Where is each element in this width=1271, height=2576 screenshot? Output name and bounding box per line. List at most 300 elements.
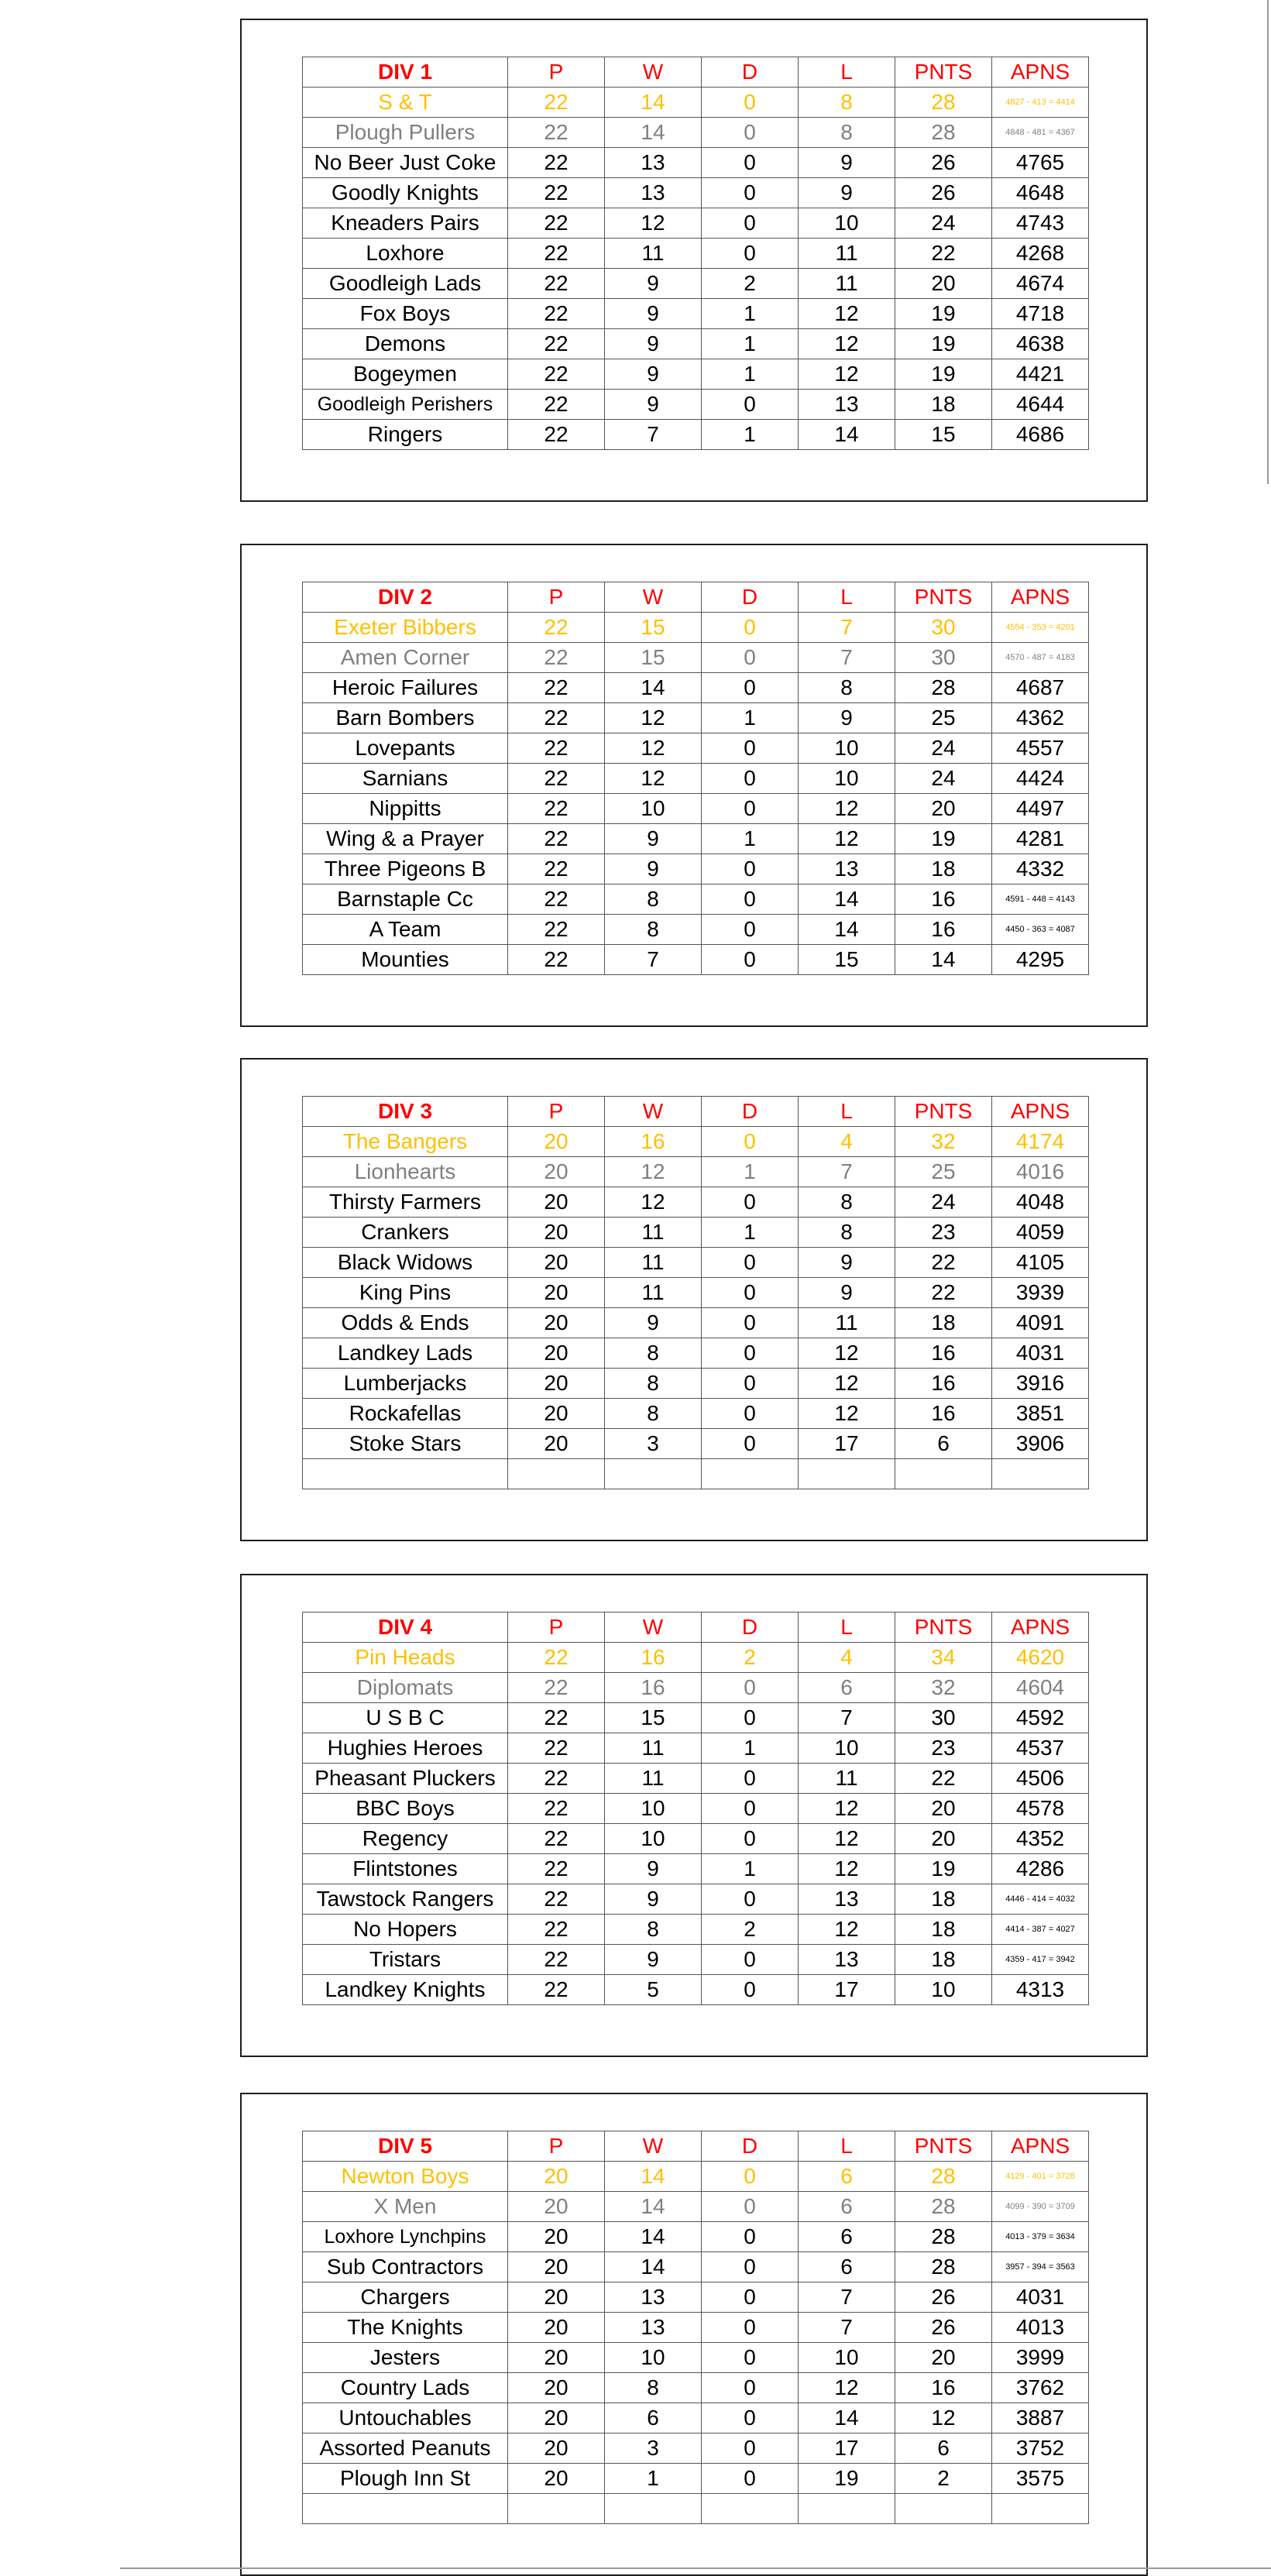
w-cell: 13 — [605, 178, 702, 208]
pnts-cell: 20 — [895, 2343, 992, 2373]
w-cell: 10 — [605, 2343, 702, 2373]
p-cell: 22 — [508, 1854, 605, 1884]
w-cell: 15 — [605, 1703, 702, 1733]
column-header-apns: APNS — [992, 582, 1089, 613]
p-cell: 22 — [508, 359, 605, 390]
column-header-apns: APNS — [992, 1613, 1089, 1643]
apns-cell: 4105 — [992, 1248, 1089, 1278]
table-row — [303, 2433, 1089, 2464]
pnts-cell: 18 — [895, 1308, 992, 1338]
table-row — [303, 824, 1089, 854]
team-name-cell: Tawstock Rangers — [303, 1884, 508, 1915]
p-cell: 22 — [508, 1643, 605, 1673]
d-cell: 0 — [702, 148, 799, 178]
team-name-cell: Demons — [303, 329, 508, 359]
apns-cell: 4765 — [992, 148, 1089, 178]
apns-cell: 4295 — [992, 945, 1089, 975]
w-cell: 8 — [605, 884, 702, 915]
team-name-cell — [303, 2494, 508, 2524]
apns-cell: 3851 — [992, 1399, 1089, 1429]
w-cell: 10 — [605, 1824, 702, 1854]
p-cell: 20 — [508, 1187, 605, 1218]
d-cell: 0 — [702, 854, 799, 884]
l-cell: 9 — [799, 1278, 895, 1308]
pnts-cell: 15 — [895, 420, 992, 450]
d-cell: 0 — [702, 884, 799, 915]
p-cell: 20 — [508, 1308, 605, 1338]
d-cell: 0 — [702, 1975, 799, 2005]
table-row — [303, 1824, 1089, 1854]
pnts-cell: 28 — [895, 2162, 992, 2192]
pnts-cell: 24 — [895, 208, 992, 239]
team-name-cell: Heroic Failures — [303, 673, 508, 703]
l-cell: 7 — [799, 1703, 895, 1733]
l-cell: 12 — [799, 1915, 895, 1945]
p-cell: 20 — [508, 2252, 605, 2282]
d-cell: 0 — [702, 1308, 799, 1338]
w-cell: 8 — [605, 1399, 702, 1429]
d-cell: 1 — [702, 359, 799, 390]
d-cell: 0 — [702, 2433, 799, 2464]
pnts-cell: 20 — [895, 1824, 992, 1854]
division-4-table — [302, 1612, 1089, 2005]
team-name-cell: Landkey Lads — [303, 1338, 508, 1369]
team-name-cell: Stoke Stars — [303, 1429, 508, 1459]
w-cell: 9 — [605, 269, 702, 299]
l-cell: 7 — [799, 613, 895, 643]
w-cell: 11 — [605, 1764, 702, 1794]
table-row — [303, 2343, 1089, 2373]
apns-cell: 4446 - 414 = 4032 — [992, 1884, 1089, 1915]
w-cell: 15 — [605, 613, 702, 643]
column-header-apns: APNS — [992, 2131, 1089, 2162]
pnts-cell: 19 — [895, 299, 992, 329]
pnts-cell: 22 — [895, 1764, 992, 1794]
column-header-w: W — [605, 1097, 702, 1127]
l-cell — [799, 1459, 895, 1489]
apns-cell: 4604 — [992, 1673, 1089, 1703]
w-cell: 12 — [605, 764, 702, 794]
w-cell: 14 — [605, 118, 702, 148]
p-cell: 22 — [508, 764, 605, 794]
apns-cell: 4718 — [992, 299, 1089, 329]
team-name-cell: Goodleigh Lads — [303, 269, 508, 299]
table-row — [303, 1764, 1089, 1794]
team-name-cell: Bogeymen — [303, 359, 508, 390]
d-cell: 0 — [702, 673, 799, 703]
team-name-cell: Exeter Bibbers — [303, 613, 508, 643]
column-header-p: P — [508, 1613, 605, 1643]
w-cell: 9 — [605, 1945, 702, 1975]
apns-cell: 4129 - 401 = 3728 — [992, 2162, 1089, 2192]
column-header-d: D — [702, 2131, 799, 2162]
division-title: DIV 4 — [303, 1613, 508, 1643]
table-row — [303, 1278, 1089, 1308]
pnts-cell: 14 — [895, 945, 992, 975]
table-row — [303, 1369, 1089, 1399]
l-cell: 10 — [799, 1733, 895, 1764]
p-cell: 20 — [508, 1278, 605, 1308]
l-cell: 10 — [799, 208, 895, 239]
apns-cell: 4174 — [992, 1127, 1089, 1157]
table-row — [303, 2162, 1089, 2192]
w-cell: 14 — [605, 88, 702, 118]
division-1-table — [302, 57, 1089, 450]
w-cell: 10 — [605, 1794, 702, 1824]
team-name-cell: Plough Pullers — [303, 118, 508, 148]
table-row — [303, 794, 1089, 824]
apns-cell: 4506 — [992, 1764, 1089, 1794]
p-cell: 22 — [508, 945, 605, 975]
p-cell: 20 — [508, 2343, 605, 2373]
table-row — [303, 2403, 1089, 2433]
pnts-cell: 22 — [895, 1278, 992, 1308]
pnts-cell: 30 — [895, 613, 992, 643]
team-name-cell: Flintstones — [303, 1854, 508, 1884]
w-cell: 9 — [605, 1308, 702, 1338]
team-name-cell: Loxhore — [303, 239, 508, 269]
l-cell: 7 — [799, 2313, 895, 2343]
d-cell: 0 — [702, 1429, 799, 1459]
pnts-cell: 26 — [895, 2282, 992, 2313]
apns-cell: 4592 — [992, 1703, 1089, 1733]
pnts-cell: 12 — [895, 2403, 992, 2433]
division-5-table — [302, 2131, 1089, 2524]
d-cell: 0 — [702, 915, 799, 945]
p-cell: 20 — [508, 2464, 605, 2494]
p-cell: 22 — [508, 854, 605, 884]
apns-cell: 4091 — [992, 1308, 1089, 1338]
table-row — [303, 1338, 1089, 1369]
w-cell: 12 — [605, 733, 702, 764]
l-cell: 11 — [799, 239, 895, 269]
team-name-cell: Jesters — [303, 2343, 508, 2373]
l-cell: 11 — [799, 269, 895, 299]
l-cell: 8 — [799, 88, 895, 118]
w-cell: 7 — [605, 945, 702, 975]
apns-cell: 4450 - 363 = 4087 — [992, 915, 1089, 945]
pnts-cell: 34 — [895, 1643, 992, 1673]
d-cell: 0 — [702, 2252, 799, 2282]
d-cell: 1 — [702, 703, 799, 733]
table-row — [303, 1459, 1089, 1489]
apns-cell: 4281 — [992, 824, 1089, 854]
team-name-cell: A Team — [303, 915, 508, 945]
table-row — [303, 359, 1089, 390]
d-cell: 0 — [702, 945, 799, 975]
p-cell: 22 — [508, 884, 605, 915]
column-header-d: D — [702, 1097, 799, 1127]
l-cell: 13 — [799, 390, 895, 420]
table-row — [303, 420, 1089, 450]
pnts-cell: 18 — [895, 854, 992, 884]
p-cell: 20 — [508, 1127, 605, 1157]
pnts-cell: 16 — [895, 1338, 992, 1369]
table-row — [303, 2313, 1089, 2343]
d-cell: 0 — [702, 2282, 799, 2313]
w-cell: 11 — [605, 1733, 702, 1764]
d-cell: 2 — [702, 1643, 799, 1673]
w-cell: 10 — [605, 794, 702, 824]
w-cell: 1 — [605, 2464, 702, 2494]
team-name-cell: Ringers — [303, 420, 508, 450]
p-cell: 22 — [508, 208, 605, 239]
table-row — [303, 1187, 1089, 1218]
w-cell: 9 — [605, 359, 702, 390]
team-name-cell: Crankers — [303, 1218, 508, 1248]
d-cell: 0 — [702, 1187, 799, 1218]
l-cell: 10 — [799, 2343, 895, 2373]
column-header-p: P — [508, 1097, 605, 1127]
table-row — [303, 1733, 1089, 1764]
apns-cell: 3752 — [992, 2433, 1089, 2464]
apns-cell: 4743 — [992, 208, 1089, 239]
l-cell: 12 — [799, 1369, 895, 1399]
l-cell: 12 — [799, 1338, 895, 1369]
w-cell: 16 — [605, 1673, 702, 1703]
l-cell: 17 — [799, 1429, 895, 1459]
d-cell: 0 — [702, 1127, 799, 1157]
d-cell: 1 — [702, 420, 799, 450]
division-title: DIV 3 — [303, 1097, 508, 1127]
p-cell: 20 — [508, 1218, 605, 1248]
p-cell: 22 — [508, 148, 605, 178]
pnts-cell: 2 — [895, 2464, 992, 2494]
l-cell: 6 — [799, 2192, 895, 2222]
d-cell: 0 — [702, 613, 799, 643]
p-cell: 20 — [508, 2222, 605, 2252]
p-cell: 22 — [508, 1884, 605, 1915]
table-row — [303, 148, 1089, 178]
apns-cell: 4016 — [992, 1157, 1089, 1187]
apns-cell: 4554 - 353 = 4201 — [992, 613, 1089, 643]
team-name-cell: Thirsty Farmers — [303, 1187, 508, 1218]
table-row — [303, 1975, 1089, 2005]
d-cell: 0 — [702, 1248, 799, 1278]
l-cell: 6 — [799, 1673, 895, 1703]
pnts-cell: 20 — [895, 1794, 992, 1824]
p-cell: 22 — [508, 1703, 605, 1733]
table-row — [303, 1703, 1089, 1733]
team-name-cell: Wing & a Prayer — [303, 824, 508, 854]
w-cell: 12 — [605, 208, 702, 239]
apns-cell: 4848 - 481 = 4367 — [992, 118, 1089, 148]
pnts-cell: 16 — [895, 2373, 992, 2403]
table-row — [303, 643, 1089, 673]
division-3-body — [303, 1097, 1089, 1489]
w-cell: 7 — [605, 420, 702, 450]
page-edge-bottom — [120, 2567, 1271, 2569]
column-header-pnts: PNTS — [895, 582, 992, 613]
w-cell: 9 — [605, 824, 702, 854]
pnts-cell: 26 — [895, 2313, 992, 2343]
column-header-w: W — [605, 2131, 702, 2162]
team-name-cell: Lovepants — [303, 733, 508, 764]
table-row — [303, 854, 1089, 884]
table-row — [303, 1308, 1089, 1338]
pnts-cell: 24 — [895, 764, 992, 794]
apns-cell: 3916 — [992, 1369, 1089, 1399]
apns-cell: 4648 — [992, 178, 1089, 208]
p-cell — [508, 1459, 605, 1489]
pnts-cell: 28 — [895, 2222, 992, 2252]
table-row — [303, 2494, 1089, 2524]
w-cell: 16 — [605, 1643, 702, 1673]
division-2-body — [303, 582, 1089, 975]
l-cell: 9 — [799, 148, 895, 178]
pnts-cell: 6 — [895, 2433, 992, 2464]
apns-cell: 4424 — [992, 764, 1089, 794]
division-3-panel — [240, 1058, 1148, 1541]
pnts-cell: 28 — [895, 2252, 992, 2282]
w-cell: 11 — [605, 1278, 702, 1308]
p-cell: 20 — [508, 1399, 605, 1429]
apns-cell — [992, 1459, 1089, 1489]
pnts-cell: 16 — [895, 1369, 992, 1399]
team-name-cell: Assorted Peanuts — [303, 2433, 508, 2464]
apns-cell: 4352 — [992, 1824, 1089, 1854]
p-cell: 22 — [508, 703, 605, 733]
division-5-body — [303, 2131, 1089, 2524]
division-1-body — [303, 57, 1089, 450]
table-row — [303, 945, 1089, 975]
d-cell: 0 — [702, 118, 799, 148]
pnts-cell: 18 — [895, 1915, 992, 1945]
table-row — [303, 1945, 1089, 1975]
d-cell: 0 — [702, 1278, 799, 1308]
p-cell: 20 — [508, 2162, 605, 2192]
p-cell: 22 — [508, 239, 605, 269]
d-cell: 0 — [702, 1945, 799, 1975]
division-2-panel — [240, 544, 1148, 1027]
p-cell: 22 — [508, 1824, 605, 1854]
p-cell: 22 — [508, 1673, 605, 1703]
division-3-table — [302, 1096, 1089, 1489]
team-name-cell: Black Widows — [303, 1248, 508, 1278]
pnts-cell: 19 — [895, 824, 992, 854]
table-row — [303, 2373, 1089, 2403]
apns-cell: 4591 - 448 = 4143 — [992, 884, 1089, 915]
pnts-cell: 6 — [895, 1429, 992, 1459]
l-cell: 12 — [799, 1854, 895, 1884]
l-cell: 13 — [799, 1945, 895, 1975]
apns-cell: 4048 — [992, 1187, 1089, 1218]
team-name-cell: Kneaders Pairs — [303, 208, 508, 239]
apns-cell: 3887 — [992, 2403, 1089, 2433]
d-cell: 0 — [702, 764, 799, 794]
pnts-cell — [895, 2494, 992, 2524]
p-cell: 22 — [508, 269, 605, 299]
p-cell: 22 — [508, 329, 605, 359]
d-cell: 2 — [702, 1915, 799, 1945]
d-cell: 1 — [702, 299, 799, 329]
d-cell: 0 — [702, 1764, 799, 1794]
team-name-cell: Tristars — [303, 1945, 508, 1975]
p-cell: 22 — [508, 1764, 605, 1794]
page-edge-right — [1267, 0, 1269, 484]
w-cell: 14 — [605, 2222, 702, 2252]
team-name-cell: Three Pigeons B — [303, 854, 508, 884]
apns-cell: 3957 - 394 = 3563 — [992, 2252, 1089, 2282]
p-cell: 22 — [508, 1733, 605, 1764]
team-name-cell: X Men — [303, 2192, 508, 2222]
apns-cell: 4638 — [992, 329, 1089, 359]
l-cell: 8 — [799, 1187, 895, 1218]
pnts-cell: 26 — [895, 148, 992, 178]
team-name-cell: Loxhore Lynchpins — [303, 2222, 508, 2252]
table-row — [303, 1157, 1089, 1187]
table-row — [303, 673, 1089, 703]
division-title: DIV 2 — [303, 582, 508, 613]
table-row — [303, 1643, 1089, 1673]
pnts-cell: 28 — [895, 2192, 992, 2222]
table-row — [303, 1248, 1089, 1278]
d-cell: 1 — [702, 1218, 799, 1248]
l-cell: 12 — [799, 1824, 895, 1854]
d-cell: 0 — [702, 794, 799, 824]
w-cell: 15 — [605, 643, 702, 673]
d-cell: 0 — [702, 2192, 799, 2222]
apns-cell: 4362 — [992, 703, 1089, 733]
apns-cell: 4313 — [992, 1975, 1089, 2005]
table-row — [303, 1673, 1089, 1703]
pnts-cell: 32 — [895, 1127, 992, 1157]
team-name-cell: Lumberjacks — [303, 1369, 508, 1399]
d-cell: 0 — [702, 1884, 799, 1915]
team-name-cell: The Knights — [303, 2313, 508, 2343]
w-cell: 8 — [605, 1915, 702, 1945]
column-header-l: L — [799, 1613, 895, 1643]
w-cell: 12 — [605, 1187, 702, 1218]
w-cell: 9 — [605, 390, 702, 420]
pnts-cell: 18 — [895, 1884, 992, 1915]
w-cell: 8 — [605, 1369, 702, 1399]
column-header-p: P — [508, 582, 605, 613]
table-row — [303, 2222, 1089, 2252]
table-row — [303, 1884, 1089, 1915]
team-name-cell: Diplomats — [303, 1673, 508, 1703]
apns-cell: 4031 — [992, 1338, 1089, 1369]
header-row — [303, 2131, 1089, 2162]
table-row — [303, 329, 1089, 359]
p-cell: 20 — [508, 2373, 605, 2403]
l-cell: 10 — [799, 764, 895, 794]
apns-cell: 4332 — [992, 854, 1089, 884]
team-name-cell: No Hopers — [303, 1915, 508, 1945]
d-cell: 0 — [702, 208, 799, 239]
apns-cell: 4537 — [992, 1733, 1089, 1764]
l-cell: 11 — [799, 1308, 895, 1338]
d-cell — [702, 2494, 799, 2524]
table-row — [303, 239, 1089, 269]
column-header-l: L — [799, 57, 895, 88]
table-row — [303, 269, 1089, 299]
d-cell: 0 — [702, 2162, 799, 2192]
d-cell — [702, 1459, 799, 1489]
team-name-cell: Rockafellas — [303, 1399, 508, 1429]
d-cell: 0 — [702, 2222, 799, 2252]
team-name-cell: Fox Boys — [303, 299, 508, 329]
w-cell: 9 — [605, 329, 702, 359]
w-cell: 13 — [605, 2313, 702, 2343]
pnts-cell: 18 — [895, 1945, 992, 1975]
apns-cell: 4013 - 379 = 3634 — [992, 2222, 1089, 2252]
table-row — [303, 764, 1089, 794]
pnts-cell: 23 — [895, 1218, 992, 1248]
apns-cell: 4570 - 487 = 4183 — [992, 643, 1089, 673]
column-header-l: L — [799, 582, 895, 613]
division-title: DIV 5 — [303, 2131, 508, 2162]
